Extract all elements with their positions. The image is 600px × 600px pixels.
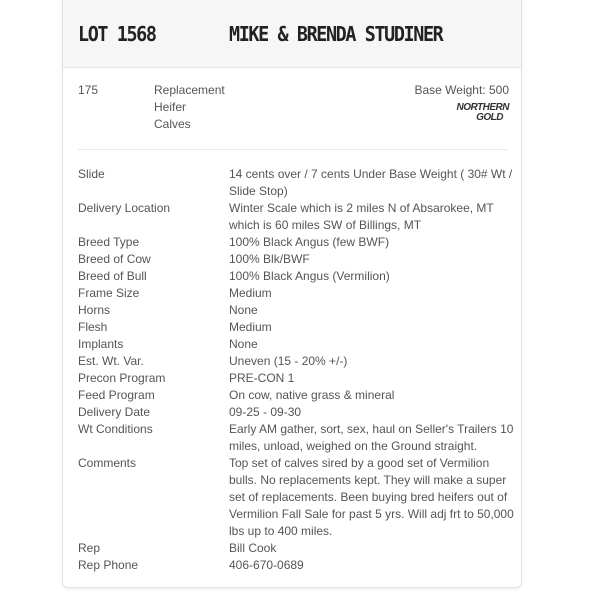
detail-row-rep-phone (63, 557, 521, 574)
detail-label: Delivery Date (78, 405, 151, 419)
detail-row-precon-program (63, 370, 521, 387)
detail-row-breed-type (63, 234, 521, 251)
seller-name: MIKE & BRENDA STUDINER (229, 22, 443, 46)
detail-label: Delivery Location (78, 201, 171, 215)
detail-value: 100% Blk/BWF (229, 252, 310, 266)
detail-label: Breed of Bull (78, 269, 147, 283)
detail-label: Slide (78, 167, 105, 181)
detail-value: PRE-CON 1 (229, 371, 295, 385)
detail-label: Wt Conditions (78, 422, 153, 436)
detail-label: Flesh (78, 320, 108, 334)
detail-label: Breed Type (78, 235, 140, 249)
divider (78, 149, 508, 150)
detail-value: None (229, 337, 258, 351)
lot-description (154, 82, 234, 133)
detail-row-slide (63, 166, 521, 200)
detail-value: 14 cents over / 7 cents Under Base Weight ( 30# Wt / Slide Stop) (229, 167, 513, 198)
detail-row-rep (63, 540, 521, 557)
description-line: Heifer (154, 100, 187, 114)
detail-value: 100% Black Angus (Vermilion) (229, 269, 390, 283)
northern-gold-logo (439, 102, 509, 124)
detail-row-flesh (63, 319, 521, 336)
description-line: Replacement (154, 83, 225, 97)
detail-row-horns (63, 302, 521, 319)
detail-value: Medium (229, 320, 272, 334)
detail-label: Rep Phone (78, 558, 139, 572)
detail-row-comments (63, 455, 521, 540)
detail-label: Rep (78, 541, 101, 555)
detail-row-delivery-date (63, 404, 521, 421)
lot-number: LOT 1568 (78, 22, 156, 46)
detail-label: Breed of Cow (78, 252, 151, 266)
detail-row-wt-conditions (63, 421, 521, 455)
detail-label: Comments (78, 456, 137, 470)
logo-text-northern: NORTHERN (456, 102, 509, 113)
detail-label: Precon Program (78, 371, 166, 385)
detail-label: Est. Wt. Var. (78, 354, 144, 368)
detail-row-breed-of-cow (63, 251, 521, 268)
detail-value: Early AM gather, sort, sex, haul on Seller's Trailers 10 miles, unload, weighed on the Ground straight. (229, 422, 514, 453)
detail-row-breed-of-bull (63, 268, 521, 285)
lot-header (63, 0, 521, 68)
detail-label: Horns (78, 303, 111, 317)
base-weight: Base Weight: 500 (414, 83, 509, 97)
detail-row-frame-size (63, 285, 521, 302)
detail-row-est-wt-var (63, 353, 521, 370)
detail-value: On cow, native grass & mineral (229, 388, 395, 402)
detail-row-feed-program (63, 387, 521, 404)
detail-value: Uneven (15 - 20% +/-) (229, 354, 348, 368)
head-count: 175 (78, 83, 99, 97)
logo-text-gold: GOLD (476, 112, 503, 123)
detail-row-delivery-location (63, 200, 521, 234)
description-line: Calves (154, 117, 191, 131)
detail-label: Implants (78, 337, 124, 351)
detail-value: None (229, 303, 258, 317)
detail-value: Top set of calves sired by a good set of Vermilion bulls. No replacements kept. They will make a super set of replacements. Been buying bred heifers out of Vermilion Fall Sale for past 5 yrs. Will adj frt to 50,000 lbs up to 400 miles. (229, 456, 514, 538)
detail-label: Feed Program (78, 388, 155, 402)
lot-summary (63, 68, 521, 148)
detail-label: Frame Size (78, 286, 140, 300)
detail-value: Winter Scale which is 2 miles N of Absarokee, MT which is 60 miles SW of Billings, MT (229, 201, 494, 232)
detail-value: Medium (229, 286, 272, 300)
lot-card (62, 0, 522, 588)
detail-value: Bill Cook (229, 541, 277, 555)
detail-value: 09-25 - 09-30 (229, 405, 302, 419)
detail-row-implants (63, 336, 521, 353)
detail-value: 100% Black Angus (few BWF) (229, 235, 390, 249)
lot-details (63, 166, 521, 574)
detail-value: 406-670-0689 (229, 558, 304, 572)
